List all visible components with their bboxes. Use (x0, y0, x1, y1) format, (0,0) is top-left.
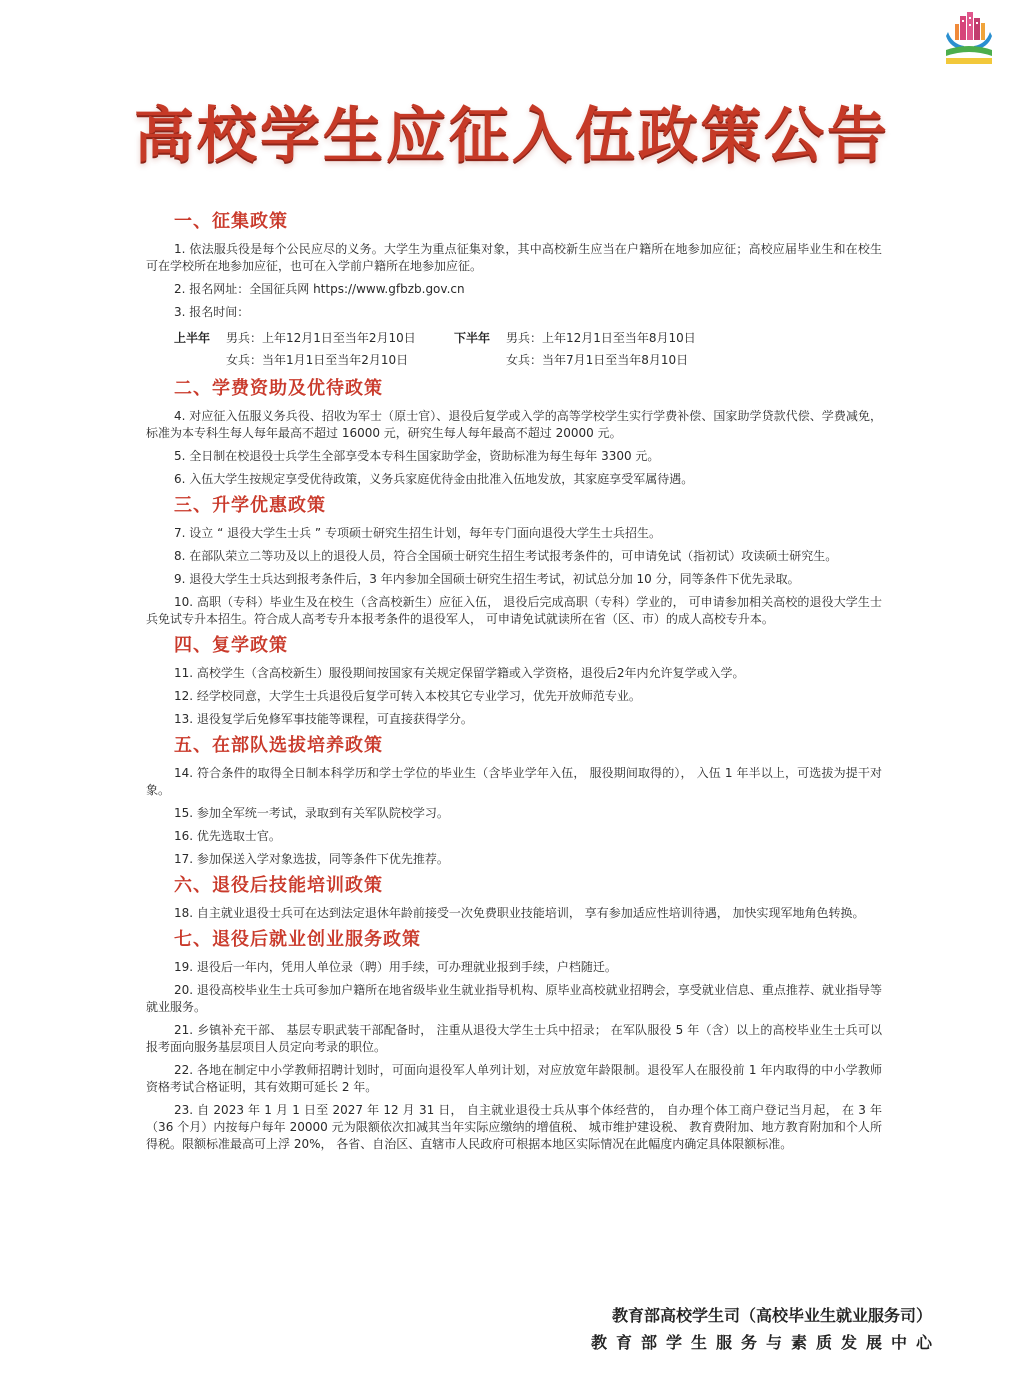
policy-item: 18. 自主就业退役士兵可在达到法定退休年龄前接受一次免费职业技能培训， 享有参加适应性培训待遇， 加快实现军地角色转换。 (174, 906, 865, 920)
policy-item: 23. 自 2023 年 1 月 1 日至 2027 年 12 月 31 日， 自主就业退役士兵从事个体经营的， 自办理个体工商户登记当月起， 在 3 年（36 个月）内按每户每年 20000 元为限额依次扣减其当年实际应缴纳的增值税、 城市维护建设税、 教育费附加、地方教育附加和个人所得税。限额标准最高可上浮 20%， 各省、自治区、直辖市人民政府可根据本地区实际情况在此幅度内确定具体限额标准。 (146, 1103, 882, 1151)
policy-item: 14. 符合条件的取得全日制本科学历和学士学位的毕业生（含毕业学年入伍， 服役期间取得的）， 入伍 1 年半以上，可选拔为提干对象。 (146, 766, 882, 797)
policy-item: 16. 优先选取士官。 (174, 829, 281, 843)
policy-item: 7. 设立 “ 退役大学生士兵 ” 专项硕士研究生招生计划，每年专门面向退役大学生士兵招生。 (174, 526, 661, 540)
policy-item: 22. 各地在制定中小学教师招聘计划时，可面向退役军人单列计划，对应放宽年龄限制。退役军人在服役前 1 年内取得的中小学教师资格考试合格证明，其有效期可延长 2 年。 (146, 1063, 882, 1094)
policy-item: 3. 报名时间： (174, 305, 250, 319)
section-army-selection (146, 734, 882, 868)
policy-item: 10. 高职（专科）毕业生及在校生（含高校新生）应征入伍， 退役后完成高职（专科）学业的， 可申请参加相关高校的退役大学生士兵免试专升本招生。符合成人高考专升本报考条件的退役军人， 可申请免试就读所在省（区、市）的成人高校专升本。 (146, 595, 882, 626)
first-half-male: 男兵：上年12月1日至当年2月10日 (226, 330, 416, 345)
section-further-study (146, 494, 882, 628)
policy-item: 9. 退役大学生士兵达到报考条件后，3 年内参加全国硕士研究生招生考试，初试总分加 10 分，同等条件下优先录取。 (174, 572, 800, 586)
policy-item: 6. 入伍大学生按规定享受优待政策，义务兵家庭优待金由批准入伍地发放，其家庭享受军属待遇。 (174, 472, 694, 486)
second-half-male: 男兵：上年12月1日至当年8月10日 (506, 330, 696, 345)
section-title: 四、复学政策 (174, 635, 288, 656)
second-half-female: 女兵：当年7月1日至当年8月10日 (506, 352, 689, 367)
policy-item: 21. 乡镇补充干部、 基层专职武装干部配备时， 注重从退役大学生士兵中招录； 在军队服役 5 年（含）以上的高校毕业生士兵可以报考面向服务基层项目人员定向考录的职位。 (146, 1023, 882, 1054)
section-title: 五、在部队选拔培养政策 (174, 735, 383, 756)
section-title: 三、升学优惠政策 (174, 495, 326, 516)
section-title: 七、退役后就业创业服务政策 (174, 929, 421, 950)
section-skill-training (146, 874, 882, 922)
policy-item: 19. 退役后一年内，凭用人单位录（聘）用手续，可办理就业报到手续，户档随迁。 (174, 960, 617, 974)
page-title: 高校学生应征入伍政策公告 (134, 101, 890, 171)
issuer-line-2: 教育部学生服务与素质发展中心 (590, 1333, 941, 1352)
policy-item: 8. 在部队荣立二等功及以上的退役人员，符合全国硕士研究生招生考试报考条件的，可申请免试（指初试）攻读硕士研究生。 (174, 549, 838, 563)
policy-item: 4. 对应征入伍服义务兵役、招收为军士（原士官）、退役后复学或入学的高等学校学生实行学费补偿、国家助学贷款代偿、学费减免，标准为本专科生每人每年最高不超过 16000 元，研究生每人每年最高不超过 20000 元。 (146, 409, 882, 440)
section-recruitment (146, 210, 882, 371)
policy-item: 5. 全日制在校退役士兵学生全部享受本专科生国家助学金，资助标准为每生每年 3300 元。 (174, 449, 660, 463)
second-half-label: 下半年 (454, 330, 491, 345)
policy-item: 12. 经学校同意，大学生士兵退役后复学可转入本校其它专业学习，优先开放师范专业。 (174, 689, 641, 703)
policy-item: 1. 依法服兵役是每个公民应尽的义务。大学生为重点征集对象，其中高校新生应当在户籍所在地参加应征；高校应届毕业生和在校生可在学校所在地参加应征，也可在入学前户籍所在地参加应征。 (146, 242, 882, 273)
first-half-female: 女兵：当年1月1日至当年2月10日 (226, 352, 409, 367)
issuer-line-1: 教育部高校学生司（高校毕业生就业服务司） (611, 1306, 932, 1325)
section-resume-study (146, 634, 882, 728)
first-half-label: 上半年 (174, 330, 211, 345)
section-title: 六、退役后技能培训政策 (174, 875, 383, 896)
section-title: 二、学费资助及优待政策 (174, 378, 383, 399)
policy-item: 15. 参加全军统一考试，录取到有关军队院校学习。 (174, 806, 449, 820)
policy-item: 13. 退役复学后免修军事技能等课程，可直接获得学分。 (174, 712, 473, 726)
section-employment-service (146, 928, 882, 1153)
registration-schedule (146, 327, 882, 371)
section-tuition-aid (146, 377, 882, 488)
policy-item: 17. 参加保送入学对象选拔，同等条件下优先推荐。 (174, 852, 449, 866)
policy-content (146, 210, 882, 1159)
policy-item: 2. 报名网址：全国征兵网 https://www.gfbzb.gov.cn (174, 282, 465, 296)
issuer-signature (590, 1302, 941, 1356)
policy-item: 11. 高校学生（含高校新生）服役期间按国家有关规定保留学籍或入学资格，退役后2年内允许复学或入学。 (174, 666, 745, 680)
section-title: 一、征集政策 (174, 211, 288, 232)
policy-item: 20. 退役高校毕业生士兵可参加户籍所在地省级毕业生就业指导机构、原毕业高校就业招聘会，享受就业信息、重点推荐、就业指导等就业服务。 (146, 983, 882, 1014)
building-hands-logo-icon (946, 10, 992, 66)
